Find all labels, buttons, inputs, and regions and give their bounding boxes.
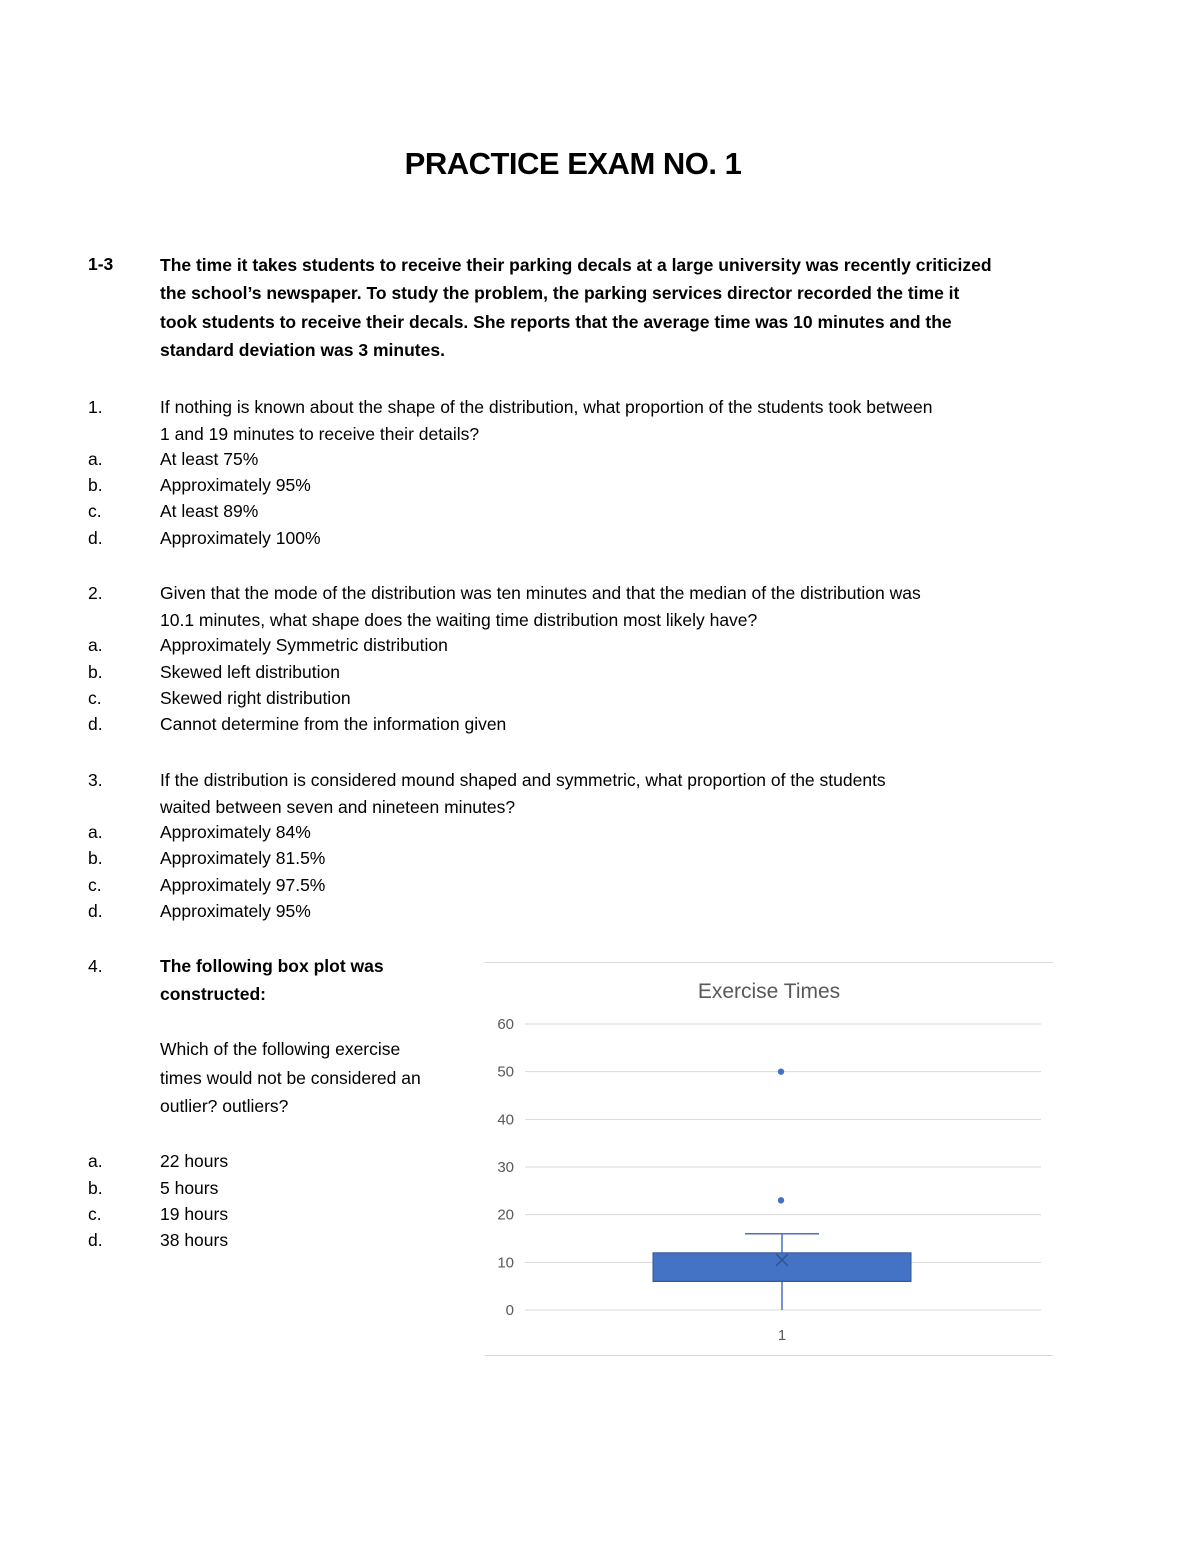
y-tick-label: 60 [497, 1016, 514, 1033]
option-letter: b. [88, 1178, 103, 1198]
question-text: 10.1 minutes, what shape does the waiting time distribution most likely have? [160, 609, 758, 630]
question-text: outlier? outliers? [160, 1096, 289, 1116]
outlier-point [778, 1197, 784, 1203]
box-plot-chart [485, 962, 1053, 1356]
option-text: At least 89% [160, 501, 259, 521]
question-text: Which of the following exercise [160, 1039, 401, 1059]
y-tick-label: 30 [497, 1159, 514, 1176]
question-number: 2. [88, 583, 103, 603]
option-text: 38 hours [160, 1230, 229, 1250]
question-text: 1 and 19 minutes to receive their details? [160, 423, 480, 444]
y-tick-label: 20 [497, 1206, 514, 1224]
option-letter: b. [88, 848, 103, 868]
question-text: waited between seven and nineteen minutes? [160, 796, 516, 817]
option-text: Approximately 84% [160, 822, 311, 842]
y-tick-label: 10 [497, 1254, 514, 1272]
question-text: constructed: [160, 983, 266, 1004]
question-text: If the distribution is considered mound shaped and symmetric, what proportion of the students [160, 770, 886, 790]
intro-number: 1-3 [88, 254, 114, 274]
chart-title: Exercise Times [697, 980, 841, 1003]
option-letter: d. [88, 714, 103, 734]
option-letter: c. [88, 1204, 102, 1224]
question-number: 4. [88, 956, 103, 976]
intro-line: the school’s newspaper. To study the problem, the parking services director recorded the time it [160, 283, 960, 304]
option-letter: d. [88, 528, 103, 548]
page-title: PRACTICE EXAM NO. 1 [404, 146, 742, 181]
chart-border [485, 1355, 1053, 1356]
option-text: Approximately 81.5% [160, 848, 326, 868]
x-tick-label: 1 [777, 1327, 787, 1344]
question-text: Given that the mode of the distribution was ten minutes and that the median of the distribution was [160, 583, 921, 603]
option-letter: a. [88, 635, 103, 655]
option-letter: c. [88, 501, 102, 521]
box [653, 1253, 911, 1282]
question-text: times would not be considered an [160, 1067, 421, 1088]
option-letter: c. [88, 688, 102, 708]
intro-line: The time it takes students to receive their parking decals at a large university was recently criticized [160, 255, 992, 275]
y-tick-label: 50 [497, 1063, 514, 1081]
option-letter: d. [88, 1230, 103, 1250]
box-plot-svg [485, 962, 1053, 1356]
option-letter: d. [88, 901, 103, 921]
option-text: Approximately 95% [160, 901, 311, 921]
option-letter: b. [88, 475, 103, 495]
intro-block [88, 251, 1060, 361]
option-text: Skewed right distribution [160, 688, 351, 708]
option-text: 19 hours [160, 1204, 229, 1224]
intro-line: took students to receive their decals. She reports that the average time was 10 minutes and the [160, 311, 952, 332]
option-text: Approximately Symmetric distribution [160, 635, 448, 655]
question-text: If nothing is known about the shape of the distribution, what proportion of the students took between [160, 397, 933, 417]
y-tick-label: 40 [497, 1111, 514, 1129]
option-letter: a. [88, 449, 103, 469]
outlier-point [778, 1068, 784, 1074]
option-text: Skewed left distribution [160, 662, 340, 682]
option-letter: a. [88, 822, 103, 842]
option-text: Approximately 95% [160, 475, 311, 495]
option-text: 5 hours [160, 1178, 219, 1198]
option-text: 22 hours [160, 1151, 229, 1171]
option-letter: b. [88, 662, 103, 682]
question-number: 1. [88, 397, 103, 417]
intro-line: standard deviation was 3 minutes. [160, 339, 445, 360]
option-text: Cannot determine from the information given [160, 714, 507, 734]
option-letter: c. [88, 875, 102, 895]
option-text: Approximately 97.5% [160, 875, 326, 895]
question-number: 3. [88, 770, 103, 790]
option-text: Approximately 100% [160, 528, 321, 548]
y-tick-label: 0 [505, 1302, 514, 1319]
option-letter: a. [88, 1151, 103, 1171]
question-text: The following box plot was [160, 956, 384, 976]
option-text: At least 75% [160, 449, 259, 469]
